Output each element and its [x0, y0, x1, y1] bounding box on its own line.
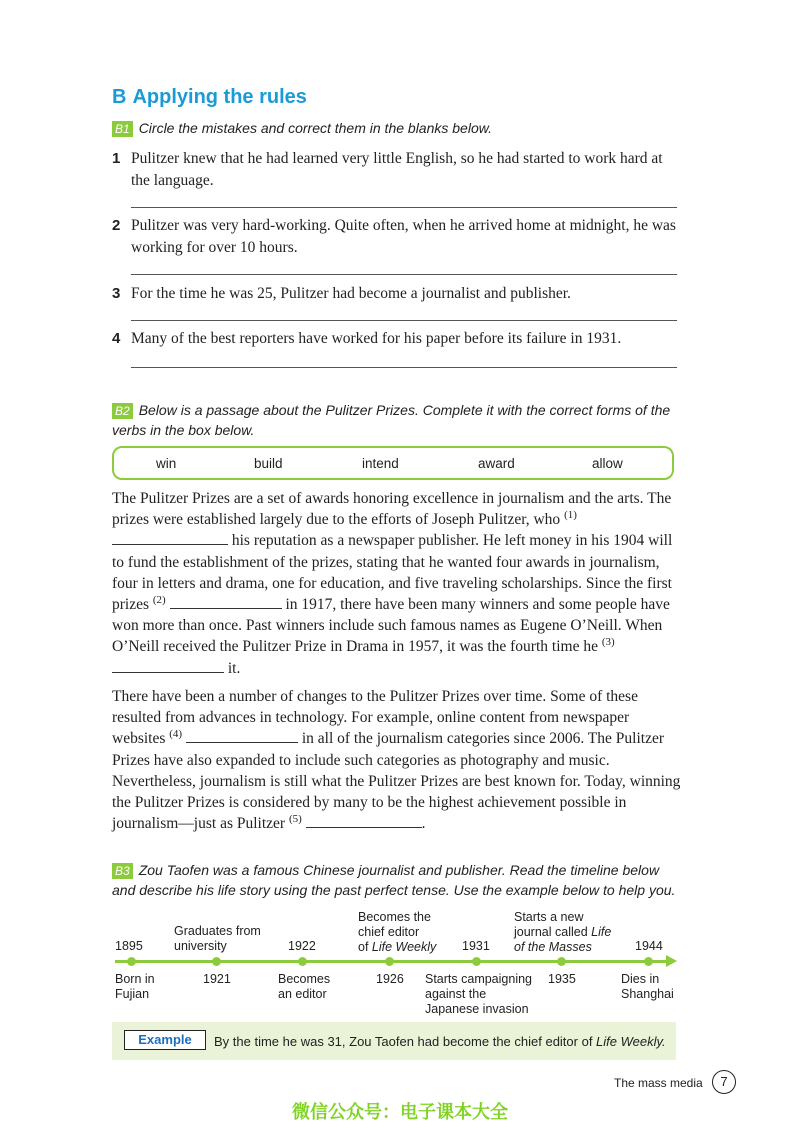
- question-number: 3: [112, 285, 121, 302]
- question-3: [112, 283, 678, 305]
- b1-instruction: Circle the mistakes and correct them in the blanks below.: [138, 120, 492, 136]
- timeline-year: 1895: [115, 939, 143, 953]
- event-line: chief editor: [358, 925, 420, 939]
- example-text-italic: Life Weekly.: [596, 1034, 666, 1049]
- event-text-italic: Life: [591, 925, 612, 939]
- event-line: Graduates from: [174, 924, 261, 938]
- section-title: [112, 86, 307, 109]
- question-number: 1: [112, 150, 121, 167]
- word-item: build: [254, 456, 283, 471]
- page-number: 7: [712, 1070, 736, 1094]
- word-item: award: [478, 456, 515, 471]
- blank-marker: (2): [152, 593, 166, 606]
- word-item: allow: [592, 456, 623, 471]
- timeline-dot: [127, 957, 136, 966]
- b2-label: B2: [112, 403, 133, 419]
- event-line: [514, 925, 611, 940]
- blank-4[interactable]: [186, 728, 298, 743]
- event-line: an editor: [278, 987, 327, 1001]
- timeline-event: [425, 972, 532, 1017]
- event-line: against the: [425, 987, 487, 1001]
- event-text-italic: of the Masses: [514, 940, 592, 954]
- event-line: Shanghai: [621, 987, 674, 1001]
- b1-instruction-row: [112, 118, 682, 138]
- event-text-italic: Life Weekly: [371, 940, 437, 954]
- passage-text: There have been a number of changes to the Pulitzer Prizes over time. Some of these resulted from advances in technology. For example, online content from newspaper websites: [112, 688, 638, 748]
- question-1: [112, 148, 678, 192]
- event-line: Dies in: [621, 972, 660, 986]
- event-line: Fujian: [115, 987, 150, 1001]
- b2-instruction: Below is a passage about the Pulitzer Prizes. Complete it with the correct forms of the verbs in the box below.: [112, 402, 671, 438]
- event-line: Becomes the: [358, 910, 431, 924]
- event-text: of: [358, 940, 372, 954]
- word-item: win: [156, 456, 177, 471]
- question-text: Pulitzer was very hard-working. Quite often, when he arrived home at midnight, he was working for over 10 hours.: [131, 217, 676, 256]
- question-text: Many of the best reporters have worked for his paper before its failure in 1931.: [131, 330, 622, 347]
- timeline-dot: [298, 957, 307, 966]
- answer-line-4[interactable]: [131, 367, 677, 368]
- timeline-year: 1926: [376, 972, 404, 986]
- timeline-year: 1931: [462, 939, 490, 953]
- word-box: [112, 446, 674, 480]
- b3-instruction-row: [112, 860, 682, 900]
- timeline-dot: [644, 957, 653, 966]
- event-line: Starts campaigning: [425, 972, 533, 986]
- passage-text: The Pulitzer Prizes are a set of awards honoring excellence in journalism and the arts. The prizes were established largely due to the efforts of Joseph Pulitzer, who: [112, 490, 672, 529]
- timeline-dot: [472, 957, 481, 966]
- section-letter: B: [112, 86, 127, 108]
- timeline-event: [174, 924, 261, 954]
- example-label: Example: [124, 1030, 206, 1050]
- blank-1[interactable]: [112, 530, 228, 545]
- event-line: Born in: [115, 972, 155, 986]
- blank-marker: (4): [169, 728, 183, 741]
- event-line: university: [174, 939, 227, 953]
- b1-label: B1: [112, 121, 133, 137]
- b2-instruction-row: [112, 400, 682, 440]
- answer-line-2[interactable]: [131, 274, 677, 275]
- event-line: Becomes: [278, 972, 331, 986]
- passage-text: .: [421, 815, 426, 833]
- answer-line-1[interactable]: [131, 207, 677, 208]
- question-number: 2: [112, 217, 121, 234]
- event-line: [514, 940, 611, 955]
- passage-text: in 1917, there have been many winners and some people have won more than once. Past winners include such famous names as Eugene O’Neill. When O’Neill received the Pulitzer Prize in Drama in 1957, it was the fourth time he: [112, 596, 670, 656]
- question-text: For the time he was 25, Pulitzer had become a journalist and publisher.: [131, 285, 571, 302]
- answer-line-3[interactable]: [131, 320, 677, 321]
- passage-text: his reputation as a newspaper publisher. He left money in his 1904 will to fund the establishment of the prizes, stating that he wanted four awards in journalism, four in letters and drama, one for education, and five traveling scholarships. Since the first prizes: [112, 532, 673, 614]
- blank-marker: (5): [288, 813, 302, 826]
- blank-3[interactable]: [112, 658, 224, 673]
- timeline-event: [115, 972, 155, 1002]
- watermark: 微信公众号：电子课本大全: [292, 1102, 508, 1123]
- question-number: 4: [112, 330, 121, 347]
- timeline-arrow-icon: [666, 955, 677, 967]
- timeline-dot: [212, 957, 221, 966]
- question-2: [112, 215, 678, 259]
- blank-2[interactable]: [170, 594, 282, 609]
- b3-instruction: Zou Taofen was a famous Chinese journalist and publisher. Read the timeline below and describe his life story using the past perfect tense. Use the example below to help you.: [112, 862, 676, 898]
- passage-paragraph-2: [112, 686, 682, 834]
- blank-5[interactable]: [306, 813, 422, 828]
- timeline-year: 1922: [288, 939, 316, 953]
- question-4: [112, 328, 678, 350]
- event-line: Japanese invasion: [425, 1002, 529, 1016]
- passage-text: it.: [224, 659, 241, 677]
- timeline-year: 1944: [635, 939, 663, 953]
- blank-marker: (1): [564, 509, 577, 522]
- timeline-year: 1935: [548, 972, 576, 986]
- event-line: Starts a new: [514, 910, 584, 924]
- timeline-event: [278, 972, 330, 1002]
- footer-title: The mass media: [614, 1076, 703, 1090]
- b3-label: B3: [112, 863, 133, 879]
- section-heading: Applying the rules: [132, 86, 307, 108]
- example-text-part: By the time he was 31, Zou Taofen had become the chief editor of: [214, 1034, 597, 1049]
- timeline-event: [621, 972, 674, 1002]
- timeline-event: [358, 910, 436, 955]
- timeline-dot: [385, 957, 394, 966]
- passage-text: in all of the journalism categories since 2006. The Pulitzer Prizes have also expanded to include such categories as photography and music. Nevertheless, journalism is still what the Pulitzer Prizes are best known for. Today, winning the Pulitzer Prizes is considered by many to be the highest achievement possible in journalism—just as Pulitzer: [112, 730, 681, 833]
- event-text: journal called: [514, 925, 592, 939]
- timeline-event: [514, 910, 611, 955]
- question-text: Pulitzer knew that he had learned very little English, so he had started to work hard at the language.: [131, 150, 663, 189]
- blank-marker: (3): [601, 636, 615, 649]
- timeline-year: 1921: [203, 972, 231, 986]
- event-line: [358, 940, 436, 955]
- word-item: intend: [362, 456, 399, 471]
- example-text: [214, 1034, 666, 1049]
- passage-paragraph-1: [112, 488, 682, 679]
- timeline-dot: [557, 957, 566, 966]
